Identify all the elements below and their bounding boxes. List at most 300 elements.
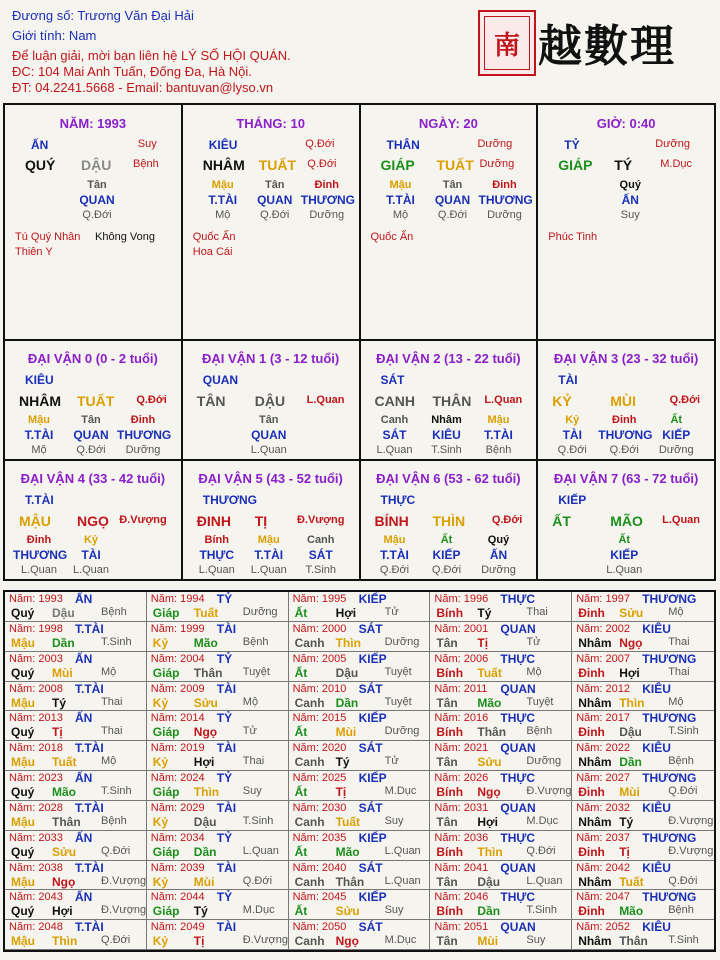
hidden-god: QUAN [434, 193, 471, 207]
hidden-stage: Dưỡng [658, 444, 694, 456]
star: Quốc Ấn [370, 231, 414, 243]
owner-name: Đương số: Trương Văn Đại Hải [12, 8, 194, 23]
hidden-stage: Q.Đới [82, 209, 112, 221]
year-stage: Tuyệt [384, 695, 412, 708]
year-god: TỶ [216, 771, 233, 785]
year-stage: Đ.Vượng [242, 934, 288, 947]
dai-van-column [361, 461, 539, 579]
dai-van-row-1 [3, 341, 716, 461]
year-stage: T.Sinh [242, 814, 274, 827]
pillar-title: NGÀY: 20 [418, 116, 478, 131]
year-god: TỶ [216, 651, 233, 666]
year-branch: Sửu [477, 755, 502, 770]
year-stage: T.Sinh [101, 785, 132, 797]
hidden-god: T.TÀI [386, 193, 415, 207]
hidden-stem: Quý [487, 534, 510, 546]
year-stem: Bính [436, 844, 464, 859]
year-stage: Q.Đới [242, 874, 273, 887]
year-label: Năm: 1995 [292, 593, 347, 605]
year-label: Năm: 2008 [9, 682, 63, 695]
year-branch: Mão [477, 695, 502, 710]
year-god: TÀI [216, 920, 237, 935]
year-label: Năm: 2041 [434, 861, 489, 874]
year-stem: Đinh [578, 665, 605, 680]
hidden-stage: Q.Đới [431, 564, 462, 576]
dai-van-branch: DẬU [254, 393, 286, 409]
year-god: SÁT [358, 741, 383, 756]
dai-van-row-2 [3, 461, 716, 581]
year-cell [147, 711, 289, 741]
dai-van-column [538, 341, 714, 459]
year-branch: Ngọ [477, 785, 501, 799]
dai-van-branch: TỊ [254, 513, 268, 529]
pillar-column [538, 105, 714, 339]
dai-van-stage: L.Quan [484, 394, 523, 406]
year-cell [5, 890, 147, 920]
hidden-god: THƯƠNG [300, 193, 355, 207]
year-stem: Ất [294, 844, 308, 859]
year-branch: Sửu [619, 606, 644, 620]
year-stem: Đinh [578, 904, 605, 919]
yearly-luck-grid [3, 590, 716, 952]
pillar-column [183, 105, 361, 339]
year-cell [572, 861, 714, 891]
year-cell [147, 801, 289, 831]
year-branch: Thìn [193, 785, 220, 799]
year-cell [147, 592, 289, 622]
year-stage: Thai [101, 725, 123, 738]
year-branch: Dậu [477, 874, 501, 889]
hidden-god: T.TÀI [484, 428, 513, 442]
hidden-stage: L.Quan [376, 444, 413, 456]
year-god: QUAN [500, 621, 536, 636]
pillar-god: THÂN [386, 138, 420, 152]
year-god: KIÊU [642, 800, 671, 815]
year-stage: Q.Đới [668, 874, 698, 887]
year-god: QUAN [500, 860, 536, 875]
year-branch: Tuất [477, 665, 502, 680]
year-cell [289, 801, 431, 831]
year-god: ẤN [75, 830, 93, 845]
year-cell [147, 771, 289, 801]
year-label: Năm: 2014 [150, 712, 205, 725]
hidden-god: ẤN [489, 548, 508, 562]
hidden-stem: Nhâm [431, 414, 462, 426]
year-god: KIÊU [642, 741, 671, 756]
hidden-stage: Mộ [31, 444, 47, 456]
year-label: Năm: 1997 [576, 593, 630, 605]
year-cell [289, 682, 431, 712]
year-stage: Tử [384, 755, 399, 768]
pillar-stage: Suy [137, 138, 157, 150]
year-branch: Sửu [52, 844, 77, 859]
hidden-stem: Mậu [487, 414, 510, 426]
year-god: QUAN [500, 800, 536, 815]
year-label: Năm: 2040 [292, 861, 347, 874]
year-branch: Tị [477, 635, 489, 650]
dai-van-god: KIẾP [558, 493, 587, 507]
year-stage: Q.Đới [101, 844, 131, 857]
year-label: Năm: 2031 [434, 801, 489, 814]
year-stem: Giáp [152, 904, 180, 919]
year-stage: M.Dục [526, 814, 559, 827]
year-label: Năm: 2046 [434, 891, 489, 904]
year-god: THỰC [500, 711, 536, 726]
dai-van-stem: ẤT [552, 513, 571, 529]
year-label: Năm: 2039 [150, 861, 205, 874]
year-label: Năm: 2038 [9, 861, 63, 874]
year-stem: Kỷ [152, 934, 169, 949]
year-label: Năm: 2033 [9, 831, 63, 844]
year-god: T.TÀI [75, 860, 104, 875]
year-stage: Tuyệt [242, 665, 270, 678]
year-label: Năm: 2002 [576, 622, 630, 635]
hidden-stem: Mậu [257, 534, 280, 546]
hidden-stage: Q.Đới [260, 209, 290, 221]
year-stem: Kỷ [152, 635, 169, 650]
year-label: Năm: 2011 [434, 682, 488, 695]
star: Quốc Ấn [192, 231, 236, 243]
dai-van-stage: Q.Đới [491, 514, 523, 526]
contact-line: Để luận giải, mời bạn liên hệ LÝ SỐ HỘI QUÁN. [12, 48, 291, 63]
year-stage: Tử [526, 635, 541, 648]
dai-van-stage: Đ.Vượng [296, 514, 345, 526]
year-stage: Đ.Vượng [101, 874, 147, 887]
year-stem: Giáp [152, 665, 180, 680]
year-cell [572, 831, 714, 861]
year-cell [572, 741, 714, 771]
year-branch: Dần [335, 695, 359, 710]
year-god: TỶ [216, 711, 233, 726]
year-label: Năm: 2045 [292, 891, 347, 904]
year-branch: Thân [335, 874, 365, 889]
year-god: THƯƠNG [642, 711, 697, 726]
year-label: Năm: 2017 [576, 712, 630, 725]
year-branch: Hợi [335, 606, 357, 620]
year-stage: Bệnh [101, 814, 127, 827]
hidden-god: THƯƠNG [598, 428, 653, 442]
year-label: Năm: 2050 [292, 921, 347, 934]
dai-van-stem: KỶ [552, 393, 572, 409]
year-stem: Bính [436, 904, 464, 919]
year-stage: T.Sinh [668, 934, 699, 947]
year-branch: Tuất [193, 606, 219, 620]
year-label: Năm: 2044 [150, 891, 205, 904]
hidden-stem: Đinh [492, 179, 517, 191]
hidden-god: QUAN [251, 428, 287, 442]
pillar-stage2: Bệnh [133, 158, 159, 170]
year-stage: Suy [242, 785, 262, 797]
year-stem: Ất [294, 904, 308, 919]
year-label: Năm: 2010 [292, 682, 347, 695]
year-stem: Đinh [578, 725, 605, 740]
year-god: KIÊU [642, 920, 671, 935]
pillar-god: KIÊU [208, 138, 238, 152]
pillar-title: THÁNG: 10 [236, 116, 305, 131]
year-god: T.TÀI [75, 800, 104, 815]
year-stem: Nhâm [578, 874, 612, 889]
year-cell [5, 861, 147, 891]
year-stage: Mộ [101, 665, 117, 678]
year-stage: Đ.Vượng [668, 814, 714, 827]
year-stem: Bính [436, 606, 464, 620]
year-cell [430, 831, 572, 861]
year-god: QUAN [500, 741, 536, 756]
dai-van-title: ĐẠI VẬN 7 (63 - 72 tuổi) [553, 471, 699, 486]
four-pillars-table [3, 103, 716, 341]
year-stage: L.Quan [384, 844, 421, 857]
year-label: Năm: 2016 [434, 712, 489, 725]
hidden-god: T.TÀI [380, 548, 409, 562]
year-stage: Bệnh [101, 606, 127, 618]
hidden-stage: L.Quan [250, 444, 287, 456]
year-stage: Tuyệt [526, 695, 554, 708]
year-stem: Kỷ [152, 814, 169, 829]
year-stage: Q.Đới [526, 844, 556, 857]
year-god: THƯƠNG [642, 592, 697, 606]
year-stage: Mộ [668, 695, 684, 708]
year-god: T.TÀI [75, 741, 104, 756]
year-stage: Dưỡng [384, 635, 420, 648]
year-cell [572, 801, 714, 831]
year-branch: Hợi [477, 814, 498, 829]
hidden-stem: Mậu [28, 414, 50, 426]
hidden-stem: Đinh [26, 534, 52, 546]
year-branch: Tý [193, 904, 208, 919]
hidden-god: KIẾP [610, 548, 639, 562]
dai-van-branch: THÂN [432, 393, 472, 409]
year-stage: Suy [384, 904, 404, 917]
year-cell [147, 861, 289, 891]
year-cell [430, 861, 572, 891]
year-branch: Hợi [619, 665, 640, 680]
year-stem: Mậu [11, 695, 35, 710]
year-god: KIẾP [358, 890, 387, 905]
year-stage: Suy [384, 814, 404, 827]
year-cell [430, 920, 572, 950]
year-cell [5, 771, 147, 801]
year-branch: Dậu [335, 665, 359, 680]
year-branch: Thân [619, 934, 648, 949]
hidden-stage: Q.Đới [76, 444, 106, 456]
year-god: SÁT [358, 681, 383, 696]
year-cell [5, 622, 147, 652]
year-cell [430, 741, 572, 771]
year-branch: Dậu [619, 725, 642, 740]
year-cell [430, 711, 572, 741]
year-stem: Nhâm [578, 755, 612, 770]
year-cell [289, 711, 431, 741]
year-cell [572, 592, 714, 622]
year-cell [430, 771, 572, 801]
year-stage: M.Dục [242, 904, 275, 917]
hidden-stem: Ất [618, 534, 631, 546]
hidden-god: QUAN [79, 193, 115, 207]
year-cell [147, 831, 289, 861]
year-label: Năm: 1993 [9, 593, 63, 605]
year-cell [147, 682, 289, 712]
year-stem: Mậu [11, 635, 35, 650]
year-stage: Mộ [668, 606, 684, 618]
year-stem: Bính [436, 725, 464, 740]
year-branch: Mùi [477, 934, 499, 949]
year-stem: Quý [11, 665, 35, 680]
year-stem: Mậu [11, 814, 35, 829]
year-stage: Thai [526, 606, 548, 618]
year-branch: Tý [52, 695, 67, 710]
dai-van-column [361, 341, 539, 459]
brand-logo: 越數理 [538, 21, 676, 72]
year-stage: Dưỡng [526, 755, 562, 768]
year-branch: Dần [477, 904, 501, 919]
year-branch: Tị [335, 785, 347, 799]
year-god: ẤN [75, 771, 93, 785]
year-god: THỰC [500, 771, 536, 785]
year-branch: Mão [52, 785, 76, 799]
year-branch: Mùi [52, 665, 73, 680]
year-stem: Tân [436, 755, 458, 770]
hidden-stem: Đinh [612, 414, 637, 426]
year-cell [147, 652, 289, 682]
year-god: TÀI [216, 860, 237, 875]
year-cell [430, 652, 572, 682]
year-stem: Kỷ [152, 755, 169, 770]
year-cell [147, 741, 289, 771]
dai-van-column [5, 461, 183, 579]
year-stem: Mậu [11, 755, 35, 770]
year-cell [5, 831, 147, 861]
year-stage: Bệnh [668, 904, 694, 917]
year-stem: Quý [11, 725, 35, 740]
hidden-stem: Canh [307, 534, 335, 546]
year-branch: Thân [193, 665, 223, 680]
year-stage: Mộ [242, 695, 259, 708]
hidden-stem: Tân [264, 179, 285, 191]
year-god: KIẾP [358, 592, 387, 606]
hidden-stage: Dưỡng [125, 444, 161, 456]
year-god: THƯƠNG [642, 890, 697, 905]
year-god: TỶ [216, 592, 233, 606]
year-stage: Dưỡng [242, 606, 278, 618]
hidden-stem: Kỷ [83, 534, 99, 546]
dai-van-stage: L.Quan [306, 394, 345, 406]
year-cell [5, 592, 147, 622]
hidden-stage: L.Quan [606, 564, 643, 576]
hidden-stage: L.Quan [20, 564, 58, 576]
year-branch: Mùi [335, 725, 357, 740]
year-stem: Quý [11, 606, 35, 620]
year-stem: Nhâm [578, 934, 612, 949]
year-stem: Ất [294, 606, 308, 620]
year-branch: Mão [193, 635, 218, 650]
year-stage: Dưỡng [384, 725, 420, 738]
pillar-stage2: Dưỡng [479, 158, 515, 170]
hidden-god: THƯƠNG [478, 193, 533, 207]
star: Hoa Cái [192, 246, 233, 258]
dai-van-stage: Đ.Vượng [119, 514, 167, 526]
year-stem: Quý [11, 785, 35, 799]
year-stage: T.Sinh [668, 725, 699, 738]
year-label: Năm: 2006 [434, 652, 489, 665]
year-cell [430, 682, 572, 712]
year-stem: Canh [294, 635, 325, 650]
pillar-stage: Dưỡng [655, 138, 690, 150]
year-cell [289, 920, 431, 950]
year-stage: Thai [668, 665, 690, 678]
year-god: THƯƠNG [642, 651, 697, 666]
dai-van-title: ĐẠI VẬN 6 (53 - 62 tuổi) [376, 471, 521, 486]
year-cell [147, 890, 289, 920]
year-stem: Đinh [578, 844, 605, 859]
year-stem: Tân [436, 695, 458, 710]
dai-van-column [183, 341, 361, 459]
year-god: TÀI [216, 681, 237, 696]
year-branch: Mùi [193, 874, 215, 889]
hidden-stage: L.Quan [198, 564, 235, 576]
year-label: Năm: 2051 [434, 921, 489, 934]
year-stem: Canh [294, 695, 325, 710]
year-god: SÁT [358, 800, 383, 815]
year-stem: Canh [294, 755, 325, 770]
dai-van-title: ĐẠI VẬN 3 (23 - 32 tuổi) [553, 351, 699, 366]
year-stage: Bệnh [242, 635, 269, 648]
year-stage: Q.Đới [101, 934, 131, 947]
hidden-stage: T.Sinh [431, 444, 462, 456]
pillar-branch: TÝ [614, 157, 633, 173]
dai-van-title: ĐẠI VẬN 5 (43 - 52 tuổi) [198, 471, 343, 486]
dai-van-column [183, 461, 361, 579]
year-god: SÁT [358, 621, 383, 636]
year-god: KIẾP [358, 771, 387, 785]
hidden-stage: Dưỡng [309, 209, 345, 221]
year-cell [572, 711, 714, 741]
dai-van-god: SÁT [380, 373, 405, 387]
year-label: Năm: 2012 [576, 682, 630, 695]
year-branch: Thân [52, 814, 81, 829]
year-branch: Tị [52, 725, 63, 740]
year-stage: Suy [526, 934, 546, 947]
year-cell [289, 890, 431, 920]
hidden-stage: Dưỡng [487, 209, 522, 221]
hidden-god: THƯƠNG [13, 548, 68, 562]
year-label: Năm: 2052 [576, 921, 630, 934]
dai-van-stem: TÂN [196, 393, 226, 409]
year-god: THỰC [500, 890, 536, 905]
year-branch: Mão [335, 844, 360, 859]
year-god: KIÊU [642, 860, 671, 875]
year-branch: Dậu [52, 606, 75, 620]
hidden-stem: Tân [81, 414, 101, 426]
year-stage: Q.Đới [668, 785, 698, 797]
year-god: TỶ [216, 830, 233, 845]
year-stem: Giáp [152, 844, 180, 859]
pillar-stem: GIÁP [558, 157, 593, 173]
year-label: Năm: 2025 [292, 772, 347, 784]
hidden-god: TÀI [562, 428, 582, 442]
hidden-stem: Mậu [389, 179, 412, 191]
hidden-stem: Mậu [383, 534, 406, 546]
year-cell [289, 861, 431, 891]
year-stem: Canh [294, 814, 325, 829]
year-god: KIẾP [358, 651, 387, 666]
year-branch: Tý [619, 814, 634, 829]
year-label: Năm: 2007 [576, 652, 630, 665]
year-branch: Tý [335, 755, 350, 770]
phone-email-line: ĐT: 04.2241.5668 - Email: bantuvan@lyso.vn [12, 80, 274, 95]
year-god: ẤN [75, 890, 93, 905]
year-cell [289, 741, 431, 771]
dai-van-stem: ĐINH [196, 513, 231, 529]
